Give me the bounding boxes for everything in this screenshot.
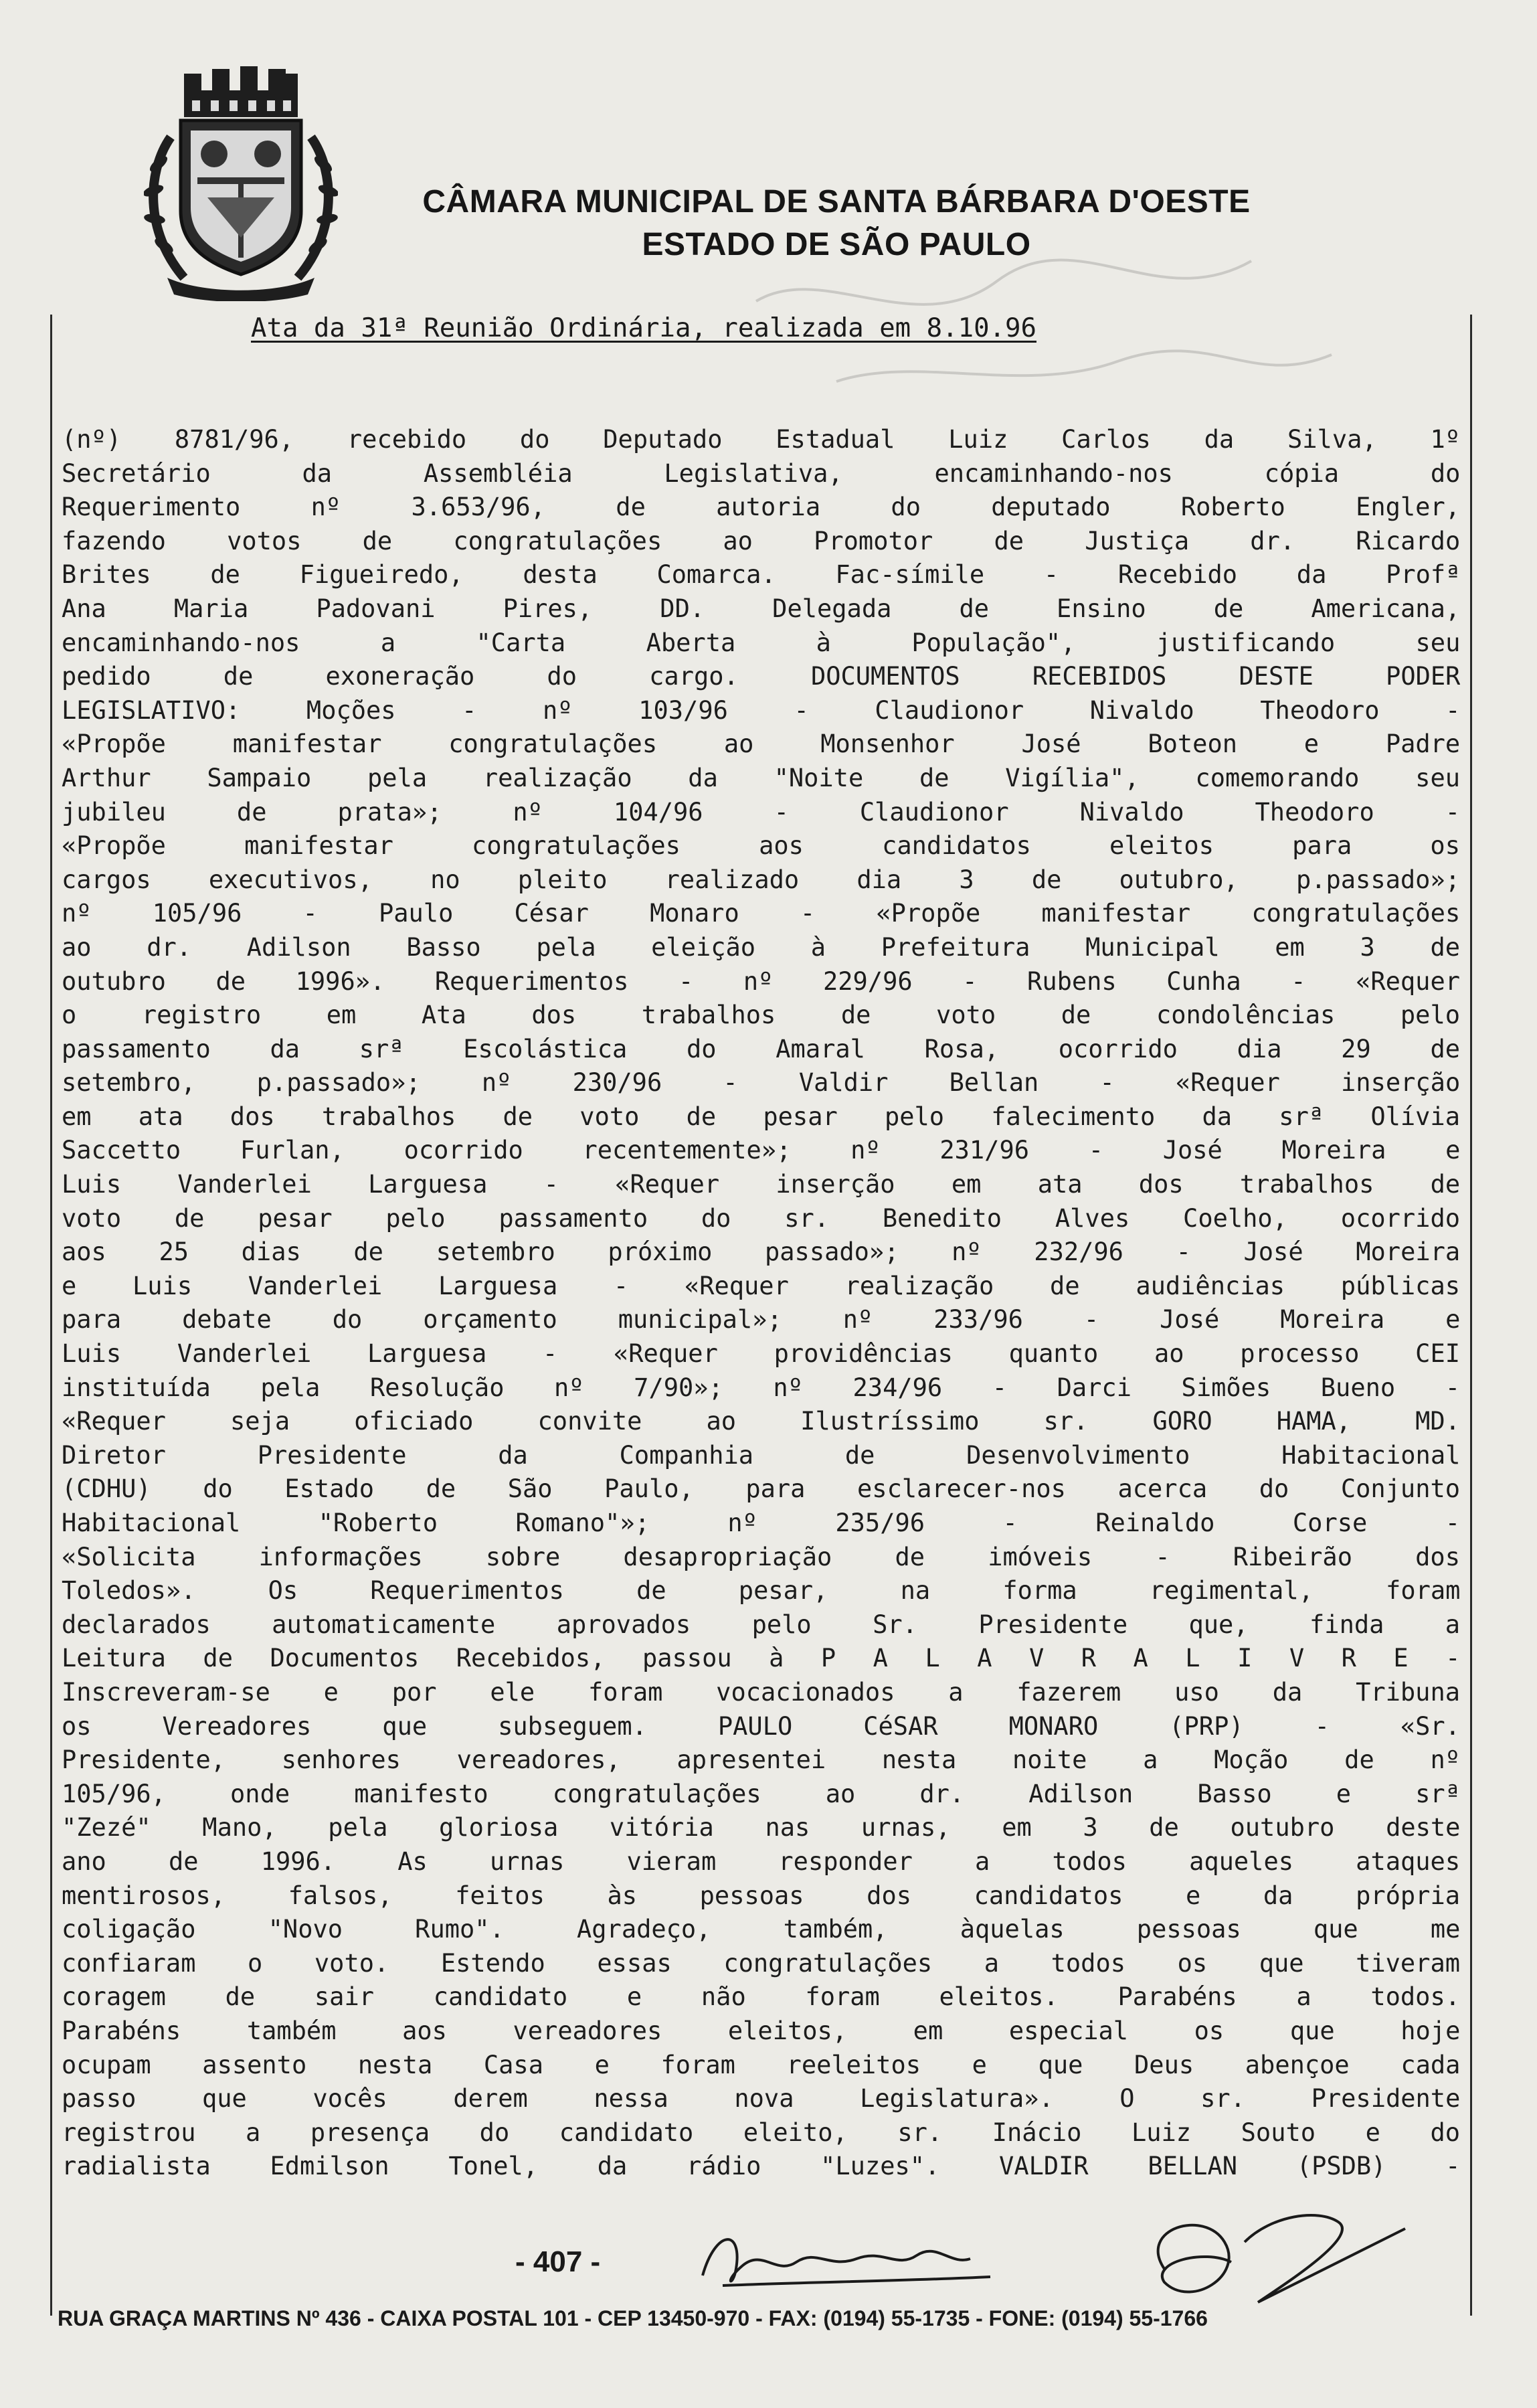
minutes-line: confiaram o voto. Estendo essas congratulações a todos os que tiveram [62,1948,1460,1978]
minutes-line: Luis Vanderlei Larguesa - «Requer providências quanto ao processo CEI [62,1339,1460,1369]
minutes-line: (nº) 8781/96, recebido do Deputado Estadual Luiz Carlos da Silva, 1º [62,425,1460,454]
minutes-line: coligação "Novo Rumo". Agradeço, também, àquelas pessoas que me [62,1915,1460,1944]
letterhead [0,0,1537,315]
minutes-line: jubileu de prata»; nº 104/96 - Claudionor Nivaldo Theodoro - [62,797,1460,827]
minutes-line: «Propõe manifestar congratulações ao Monsenhor José Boteon e Padre [62,729,1460,759]
minutes-line: registrou a presença do candidato eleito, sr. Inácio Luiz Souto e do [62,2118,1460,2147]
municipal-coat-of-arms-icon [144,64,338,301]
minutes-line: mentirosos, falsos, feitos às pessoas dos candidatos e da própria [62,1881,1460,1910]
footer-address: RUA GRAÇA MARTINS Nº 436 - CAIXA POSTAL 101 - CEP 13450-970 - FAX: (0194) 55-1735 - FONE: (0194) 55-1766 [58,2306,1208,2330]
minutes-line: o registro em Ata dos trabalhos de voto de condolências pelo [62,1001,1460,1030]
minutes-line: Arthur Sampaio pela realização da "Noite de Vigília", comemorando seu [62,763,1460,792]
minutes-line: "Zezé" Mano, pela gloriosa vitória nas urnas, em 3 de outubro deste [62,1813,1460,1842]
minutes-line: fazendo votos de congratulações ao Promotor de Justiça dr. Ricardo [62,526,1460,555]
minutes-line: encaminhando-nos a "Carta Aberta à População", justificando seu [62,628,1460,657]
minutes-line: coragem de sair candidato e não foram eleitos. Parabéns a todos. [62,1982,1460,2012]
minutes-line: ocupam assento nesta Casa e foram reeleitos e que Deus abençoe cada [62,2050,1460,2079]
president-signature-icon [1158,2215,1405,2302]
minutes-line: ao dr. Adilson Basso pela eleição à Prefeitura Municipal em 3 de [62,932,1460,962]
minutes-title: Ata da 31ª Reunião Ordinária, realizada em 8.10.96 [251,313,1036,343]
minutes-line: passo que vocês derem nessa nova Legislatura». O sr. Presidente [62,2084,1460,2114]
minutes-line: instituída pela Resolução nº 7/90»; nº 234/96 - Darci Simões Bueno - [62,1373,1460,1402]
minutes-line: pedido de exoneração do cargo. DOCUMENTOS RECEBIDOS DESTE PODER [62,662,1460,691]
signatures [696,2202,1452,2316]
minutes-line: Luis Vanderlei Larguesa - «Requer inserção em ata dos trabalhos de [62,1170,1460,1199]
minutes-line: setembro, p.passado»; nº 230/96 - Valdir Bellan - «Requer inserção [62,1068,1460,1098]
minutes-line: Brites de Figueiredo, desta Comarca. Fac-símile - Recebido da Profª [62,560,1460,590]
minutes-line: «Solicita informações sobre desapropriação de imóveis - Ribeirão dos [62,1542,1460,1571]
minutes-line: aos 25 dias de setembro próximo passado»; nº 232/96 - José Moreira [62,1237,1460,1267]
page-number: - 407 - [515,2245,601,2278]
minutes-line: Toledos». Os Requerimentos de pesar, na forma regimental, foram [62,1576,1460,1606]
secretary-signature-icon [703,2239,990,2286]
minutes-line: ano de 1996. As urnas vieram responder a todos aqueles ataques [62,1846,1460,1876]
minutes-line: Parabéns também aos vereadores eleitos, em especial os que hoje [62,2016,1460,2045]
minutes-line: Ana Maria Padovani Pires, DD. Delegada de Ensino de Americana, [62,594,1460,623]
minutes-line: Secretário da Assembléia Legislativa, encaminhando-nos cópia do [62,458,1460,488]
minutes-line: os Vereadores que subseguem. PAULO CéSAR MONARO (PRP) - «Sr. [62,1711,1460,1741]
right-margin-rule [1470,315,1472,2316]
minutes-line: em ata dos trabalhos de voto de pesar pelo falecimento da srª Olívia [62,1102,1460,1131]
minutes-line: passamento da srª Escolástica do Amaral Rosa, ocorrido dia 29 de [62,1034,1460,1063]
minutes-line: declarados automaticamente aprovados pelo Sr. Presidente que, finda a [62,1610,1460,1639]
left-margin-rule [50,315,52,2316]
minutes-line: Presidente, senhores vereadores, apresentei nesta noite a Moção de nº [62,1745,1460,1775]
minutes-line: Diretor Presidente da Companhia de Desenvolvimento Habitacional [62,1440,1460,1470]
minutes-line: Requerimento nº 3.653/96, de autoria do deputado Roberto Engler, [62,493,1460,522]
minutes-line: Inscreveram-se e por ele foram vocacionados a fazerem uso da Tribuna [62,1677,1460,1707]
minutes-line: radialista Edmilson Tonel, da rádio "Luzes". VALDIR BELLAN (PSDB) - [62,2152,1460,2181]
minutes-line: e Luis Vanderlei Larguesa - «Requer realização de audiências públicas [62,1271,1460,1300]
minutes-line: cargos executivos, no pleito realizado dia 3 de outubro, p.passado»; [62,865,1460,894]
minutes-line: LEGISLATIVO: Moções - nº 103/96 - Claudionor Nivaldo Theodoro - [62,695,1460,725]
minutes-line: Saccetto Furlan, ocorrido recentemente»; nº 231/96 - José Moreira e [62,1136,1460,1165]
minutes-line: outubro de 1996». Requerimentos - nº 229/96 - Rubens Cunha - «Requer [62,966,1460,996]
minutes-line: (CDHU) do Estado de São Paulo, para esclarecer-nos acerca do Conjunto [62,1474,1460,1504]
minutes-line: Leitura de Documentos Recebidos, passou à P A L A V R A L I V R E - [62,1644,1460,1673]
institution-line-1: CÂMARA MUNICIPAL DE SANTA BÁRBARA D'OESTE [422,184,1251,220]
institution-line-2: ESTADO DE SÃO PAULO [642,227,1031,262]
minutes-line: Habitacional "Roberto Romano"»; nº 235/96 - Reinaldo Corse - [62,1509,1460,1537]
minutes-body [62,423,1460,2203]
minutes-line: para debate do orçamento municipal»; nº 233/96 - José Moreira e [62,1305,1460,1335]
minutes-line: 105/96, onde manifesto congratulações ao dr. Adilson Basso e srª [62,1779,1460,1808]
minutes-line: «Requer seja oficiado convite ao Ilustríssimo sr. GORO HAMA, MD. [62,1407,1460,1436]
minutes-line: nº 105/96 - Paulo César Monaro - «Propõe manifestar congratulações [62,899,1460,928]
minutes-line: «Propõe manifestar congratulações aos candidatos eleitos para os [62,831,1460,861]
minutes-line: voto de pesar pelo passamento do sr. Benedito Alves Coelho, ocorrido [62,1203,1460,1233]
